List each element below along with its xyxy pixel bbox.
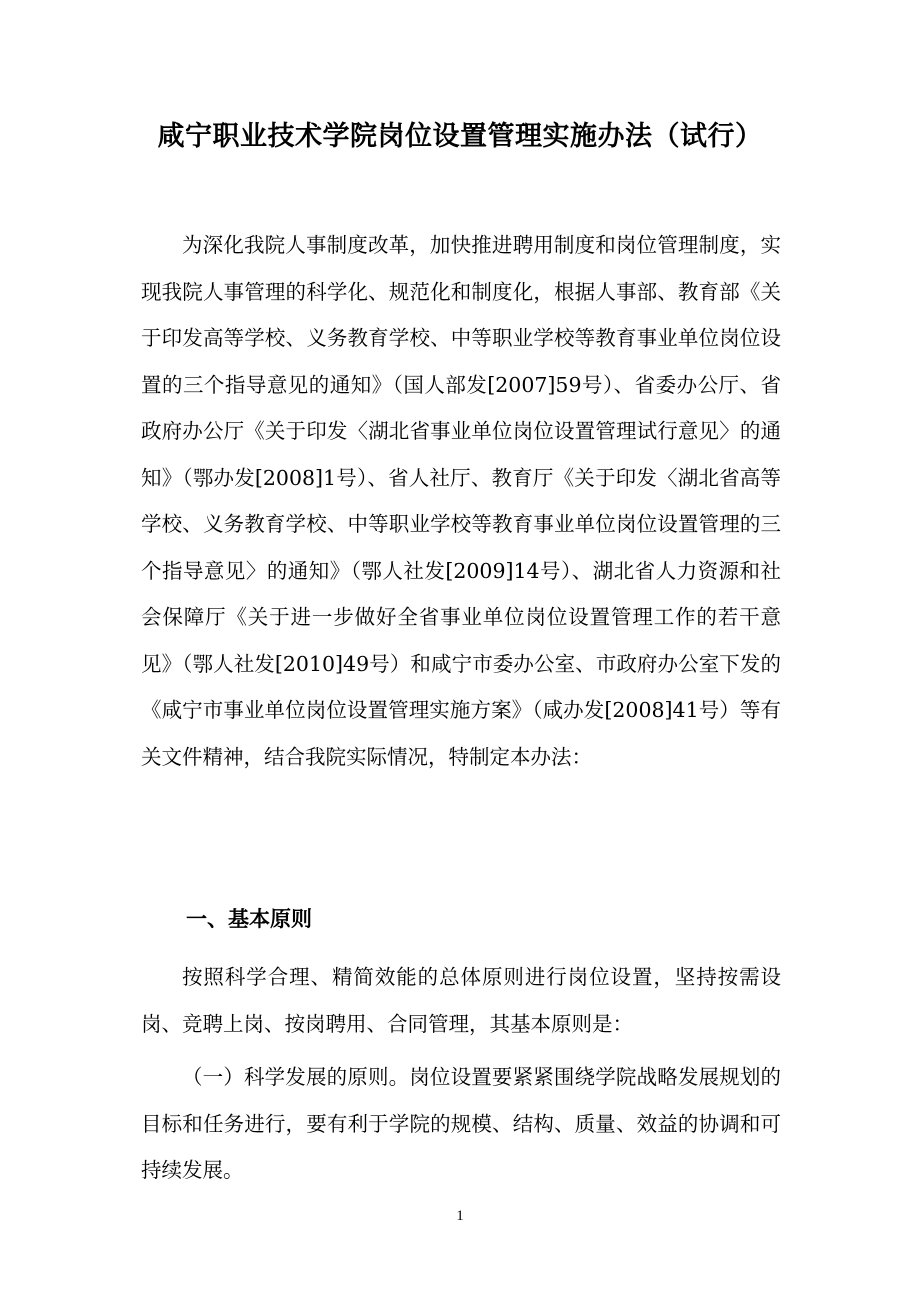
- intro-paragraph: 为深化我院人事制度改革，加快推进聘用制度和岗位管理制度，实现我院人事管理的科学化、规范化和制度化，根据人事部、教育部《关于印发高等学校、义务教育学校、中等职业学校等教育事业单位岗位设置的三个指导意见的通知》（国人部发[2007]59号）、省委办公厅、省政府办公厅《关于印发〈湖北省事业单位岗位设置管理试行意见〉的通知》（鄂办发[2008]1号）、省人社厅、教育厅《关于印发〈湖北省高等学校、义务教育学校、中等职业学校等教育事业单位岗位设置管理的三个指导意见〉的通知》（鄂人社发[2009]14号）、湖北省人力资源和社会保障厅《关于进一步做好全省事业单位岗位设置管理工作的若干意见》（鄂人社发[2010]49号）和咸宁市委办公室、市政府办公室下发的《咸宁市事业单位岗位设置管理实施方案》（咸办发[2008]41号）等有关文件精神，结合我院实际情况，特制定本办法：: [141, 233, 781, 769]
- intro-paragraph-block: [141, 222, 781, 780]
- principles-paragraph: 按照科学合理、精简效能的总体原则进行岗位设置，坚持按需设岗、竞聘上岗、按岗聘用、合同管理，其基本原则是：: [141, 965, 781, 1036]
- section-heading-basic-principles: 一、基本原则: [186, 907, 312, 931]
- document-title: 咸宁职业技术学院岗位设置管理实施办法（试行）: [157, 121, 763, 152]
- page-number: 1: [456, 1208, 464, 1224]
- scientific-development-paragraph-block: [141, 1054, 781, 1194]
- scientific-development-paragraph: （一）科学发展的原则。岗位设置要紧紧围绕学院战略发展规划的目标和任务进行，要有利于学院的规模、结构、质量、效益的协调和可持续发展。: [141, 1065, 781, 1182]
- principles-paragraph-block: [141, 954, 781, 1047]
